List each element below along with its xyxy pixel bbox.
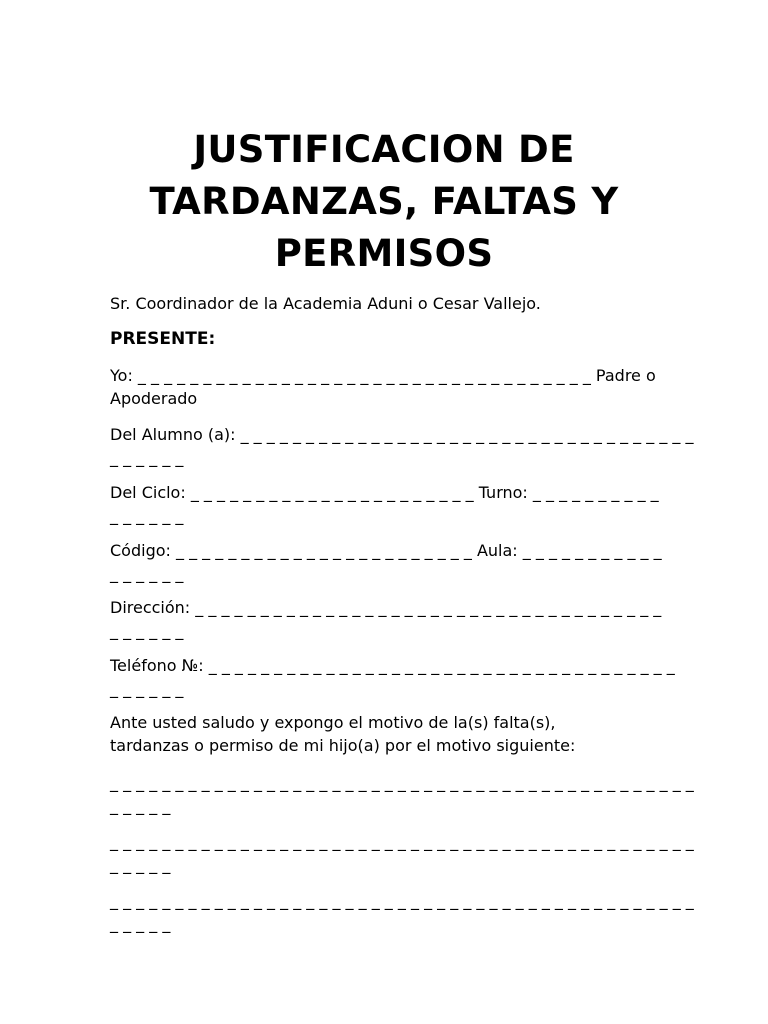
ciclo-field-line-1: Del Ciclo: _ _ _ _ _ _ _ _ _ _ _ _ _ _ _ _ _ _ _ _ _ _ Turno: _ _ _ _ _ _ _ _ _ _ bbox=[110, 483, 659, 502]
salutation-line: Sr. Coordinador de la Academia Aduni o Cesar Vallejo. bbox=[110, 294, 541, 313]
blank-line-3a: _ _ _ _ _ _ _ _ _ _ _ _ _ _ _ _ _ _ _ _ _ _ _ _ _ _ _ _ _ _ _ _ _ _ _ _ _ _ _ _ _ _ _ _ _ bbox=[110, 891, 694, 910]
presente-heading: PRESENTE: bbox=[110, 329, 216, 349]
blank-line-2b: _ _ _ _ _ bbox=[110, 855, 171, 874]
direccion-field-line-1: Dirección: _ _ _ _ _ _ _ _ _ _ _ _ _ _ _ _ _ _ _ _ _ _ _ _ _ _ _ _ _ _ _ _ _ _ _ _ bbox=[110, 598, 662, 617]
yo-field-line-2: Apoderado bbox=[110, 389, 198, 408]
document-title bbox=[0, 124, 768, 280]
blank-line-1b: _ _ _ _ _ bbox=[110, 796, 171, 815]
telefono-field-line-2: _ _ _ _ _ _ bbox=[110, 679, 184, 698]
yo-field-line-1: Yo: _ _ _ _ _ _ _ _ _ _ _ _ _ _ _ _ _ _ _ _ _ _ _ _ _ _ _ _ _ _ _ _ _ _ _ Padre o bbox=[110, 366, 656, 385]
title-line-2: TARDANZAS, FALTAS Y bbox=[149, 180, 619, 223]
title-line-1: JUSTIFICACION DE bbox=[193, 128, 575, 171]
alumno-field-line-2: _ _ _ _ _ _ bbox=[110, 448, 184, 467]
blank-line-1a: _ _ _ _ _ _ _ _ _ _ _ _ _ _ _ _ _ _ _ _ _ _ _ _ _ _ _ _ _ _ _ _ _ _ _ _ _ _ _ _ _ _ _ _ _ bbox=[110, 773, 694, 792]
codigo-field-line-2: _ _ _ _ _ _ bbox=[110, 564, 184, 583]
telefono-field-line-1: Teléfono №: _ _ _ _ _ _ _ _ _ _ _ _ _ _ _ _ _ _ _ _ _ _ _ _ _ _ _ _ _ _ _ _ _ _ _ _ bbox=[110, 656, 675, 675]
alumno-field-line-1: Del Alumno (a): _ _ _ _ _ _ _ _ _ _ _ _ _ _ _ _ _ _ _ _ _ _ _ _ _ _ _ _ _ _ _ _ _ _ _ bbox=[110, 425, 694, 444]
motivo-paragraph-line-2: tardanzas o permiso de mi hijo(a) por el motivo siguiente: bbox=[110, 736, 576, 755]
ciclo-field-line-2: _ _ _ _ _ _ bbox=[110, 506, 184, 525]
blank-line-2a: _ _ _ _ _ _ _ _ _ _ _ _ _ _ _ _ _ _ _ _ _ _ _ _ _ _ _ _ _ _ _ _ _ _ _ _ _ _ _ _ _ _ _ _ _ bbox=[110, 832, 694, 851]
title-line-3: PERMISOS bbox=[274, 232, 494, 275]
blank-line-3b: _ _ _ _ _ bbox=[110, 914, 171, 933]
motivo-paragraph-line-1: Ante usted saludo y expongo el motivo de la(s) falta(s), bbox=[110, 713, 556, 732]
direccion-field-line-2: _ _ _ _ _ _ bbox=[110, 621, 184, 640]
codigo-field-line-1: Código: _ _ _ _ _ _ _ _ _ _ _ _ _ _ _ _ _ _ _ _ _ _ _ Aula: _ _ _ _ _ _ _ _ _ _ _ bbox=[110, 541, 662, 560]
